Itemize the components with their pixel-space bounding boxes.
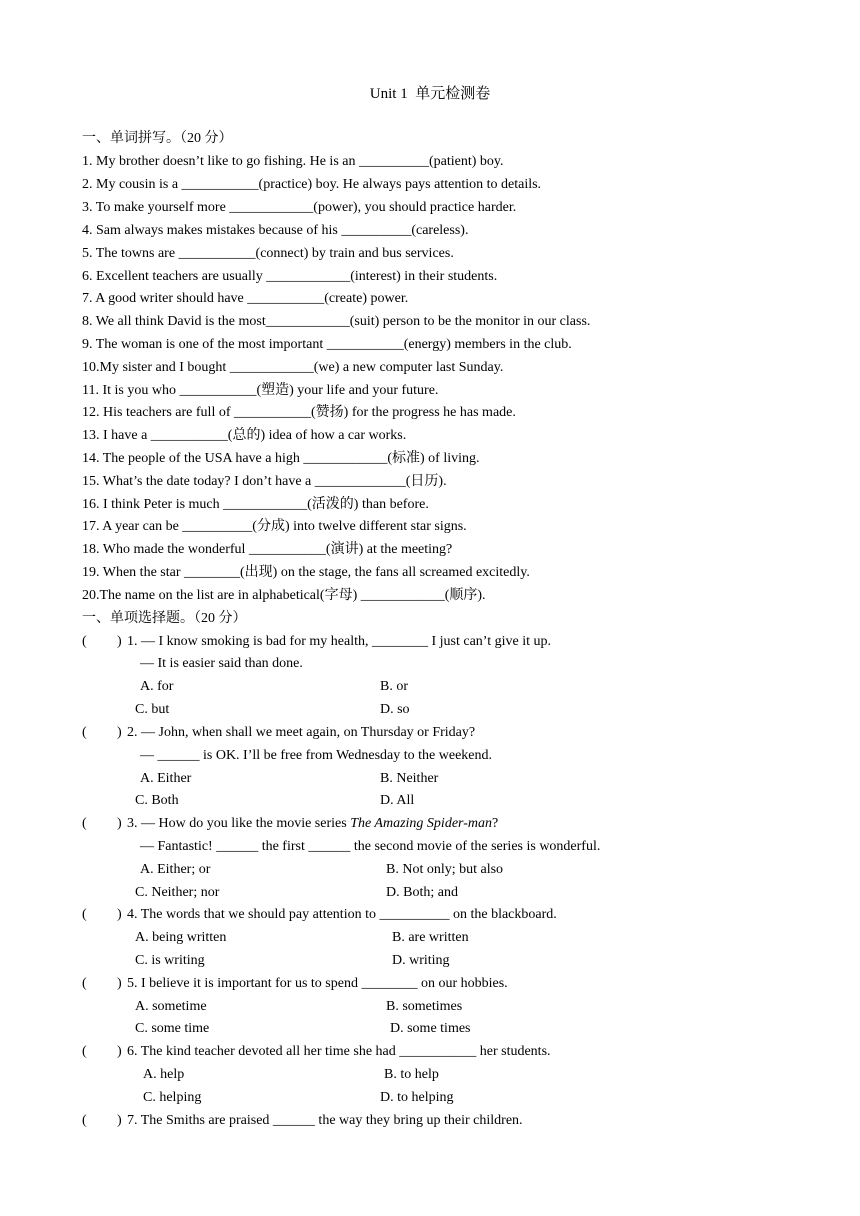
- spelling-item-20: 20.The name on the list are in alphabetical(字母) ____________(顺序).: [82, 588, 486, 603]
- question-stem: 7. The Smiths are praised ______ the way they bring up their children.: [127, 1113, 523, 1128]
- question-line-2: — It is easier said than done.: [140, 656, 303, 671]
- spelling-item-6: 6. Excellent teachers are usually ____________(interest) in their students.: [82, 269, 498, 284]
- stem-prefix: 3. — How do you like the movie series: [127, 816, 351, 831]
- answer-paren-close: ): [117, 1113, 122, 1128]
- question-stem: 5. I believe it is important for us to spend ________ on our hobbies.: [127, 976, 508, 991]
- spelling-item-9: 9. The woman is one of the most important ___________(energy) members in the club.: [82, 337, 572, 352]
- option-a: A. being written: [135, 930, 227, 945]
- option-a: A. sometime: [135, 999, 207, 1014]
- option-d: D. so: [380, 702, 410, 717]
- option-a: A. Either; or: [140, 862, 211, 877]
- answer-paren-open: (: [82, 634, 87, 649]
- spelling-item-15: 15. What’s the date today? I don’t have a _____________(日历).: [82, 474, 447, 489]
- section-1-heading: 一、单词拼写。（20 分）: [82, 131, 233, 146]
- option-c: C. is writing: [135, 953, 205, 968]
- answer-paren-open: (: [82, 907, 87, 922]
- option-a: A. Either: [140, 771, 192, 786]
- option-b: B. to help: [384, 1067, 439, 1082]
- option-a: A. for: [140, 679, 174, 694]
- question-stem: 2. — John, when shall we meet again, on Thursday or Friday?: [127, 725, 476, 740]
- option-b: B. Neither: [380, 771, 439, 786]
- option-d: D. All: [380, 793, 415, 808]
- spelling-item-10: 10.My sister and I bought ____________(we) a new computer last Sunday.: [82, 360, 504, 375]
- option-d: D. Both; and: [386, 885, 458, 900]
- question-stem: 1. — I know smoking is bad for my health, ________ I just can’t give it up.: [127, 634, 551, 649]
- option-c: C. some time: [135, 1021, 210, 1036]
- question-stem: [127, 815, 498, 833]
- answer-paren-close: ): [117, 1044, 122, 1059]
- answer-paren-open: (: [82, 816, 87, 831]
- spelling-item-2: 2. My cousin is a ___________(practice) boy. He always pays attention to details.: [82, 177, 542, 192]
- spelling-item-16: 16. I think Peter is much ____________(活泼的) than before.: [82, 497, 429, 512]
- option-d: D. some times: [390, 1021, 471, 1036]
- section-2-heading: 一、单项选择题。（20 分）: [82, 611, 247, 626]
- spelling-item-14: 14. The people of the USA have a high ____________(标准) of living.: [82, 451, 480, 466]
- answer-paren-open: (: [82, 1113, 87, 1128]
- option-a: A. help: [143, 1067, 185, 1082]
- spelling-item-5: 5. The towns are ___________(connect) by train and bus services.: [82, 246, 454, 261]
- spelling-item-12: 12. His teachers are full of ___________(赞扬) for the progress he has made.: [82, 405, 516, 420]
- option-b: B. or: [380, 679, 408, 694]
- option-c: C. helping: [143, 1090, 202, 1105]
- question-stem: 6. The kind teacher devoted all her time she had ___________ her students.: [127, 1044, 551, 1059]
- answer-paren-close: ): [117, 816, 122, 831]
- option-b: B. Not only; but also: [386, 862, 504, 877]
- movie-title: The Amazing Spider-man: [350, 816, 492, 831]
- spelling-item-7: 7. A good writer should have ___________(create) power.: [82, 291, 409, 306]
- spelling-item-3: 3. To make yourself more ____________(power), you should practice harder.: [82, 200, 517, 215]
- option-c: C. Neither; nor: [135, 885, 220, 900]
- spelling-item-4: 4. Sam always makes mistakes because of his __________(careless).: [82, 223, 469, 238]
- question-stem: 4. The words that we should pay attention to __________ on the blackboard.: [127, 907, 557, 922]
- option-b: B. sometimes: [386, 999, 463, 1014]
- spelling-item-17: 17. A year can be __________(分成) into twelve different star signs.: [82, 519, 467, 534]
- answer-paren-close: ): [117, 907, 122, 922]
- option-c: C. but: [135, 702, 170, 717]
- spelling-item-19: 19. When the star ________(出现) on the stage, the fans all screamed excitedly.: [82, 565, 530, 580]
- question-line-2: — Fantastic! ______ the first ______ the second movie of the series is wonderful.: [140, 839, 601, 854]
- answer-paren-open: (: [82, 1044, 87, 1059]
- spelling-item-13: 13. I have a ___________(总的) idea of how a car works.: [82, 428, 407, 443]
- option-d: D. writing: [392, 953, 450, 968]
- option-c: C. Both: [135, 793, 179, 808]
- answer-paren-close: ): [117, 976, 122, 991]
- answer-paren-close: ): [117, 634, 122, 649]
- answer-paren-open: (: [82, 976, 87, 991]
- spelling-item-18: 18. Who made the wonderful ___________(演讲) at the meeting?: [82, 542, 453, 557]
- option-b: B. are written: [392, 930, 469, 945]
- stem-suffix: ?: [491, 816, 499, 831]
- spelling-item-11: 11. It is you who ___________(塑造) your life and your future.: [82, 383, 439, 398]
- question-line-2: — ______ is OK. I’ll be free from Wednesday to the weekend.: [140, 748, 493, 763]
- spelling-item-8: 8. We all think David is the most____________(suit) person to be the monitor in our class.: [82, 314, 591, 329]
- option-d: D. to helping: [380, 1090, 454, 1105]
- answer-paren-open: (: [82, 725, 87, 740]
- spelling-item-1: 1. My brother doesn’t like to go fishing. He is an __________(patient) boy.: [82, 154, 504, 169]
- page-title: Unit 1 单元检测卷: [369, 86, 491, 102]
- answer-paren-close: ): [117, 725, 122, 740]
